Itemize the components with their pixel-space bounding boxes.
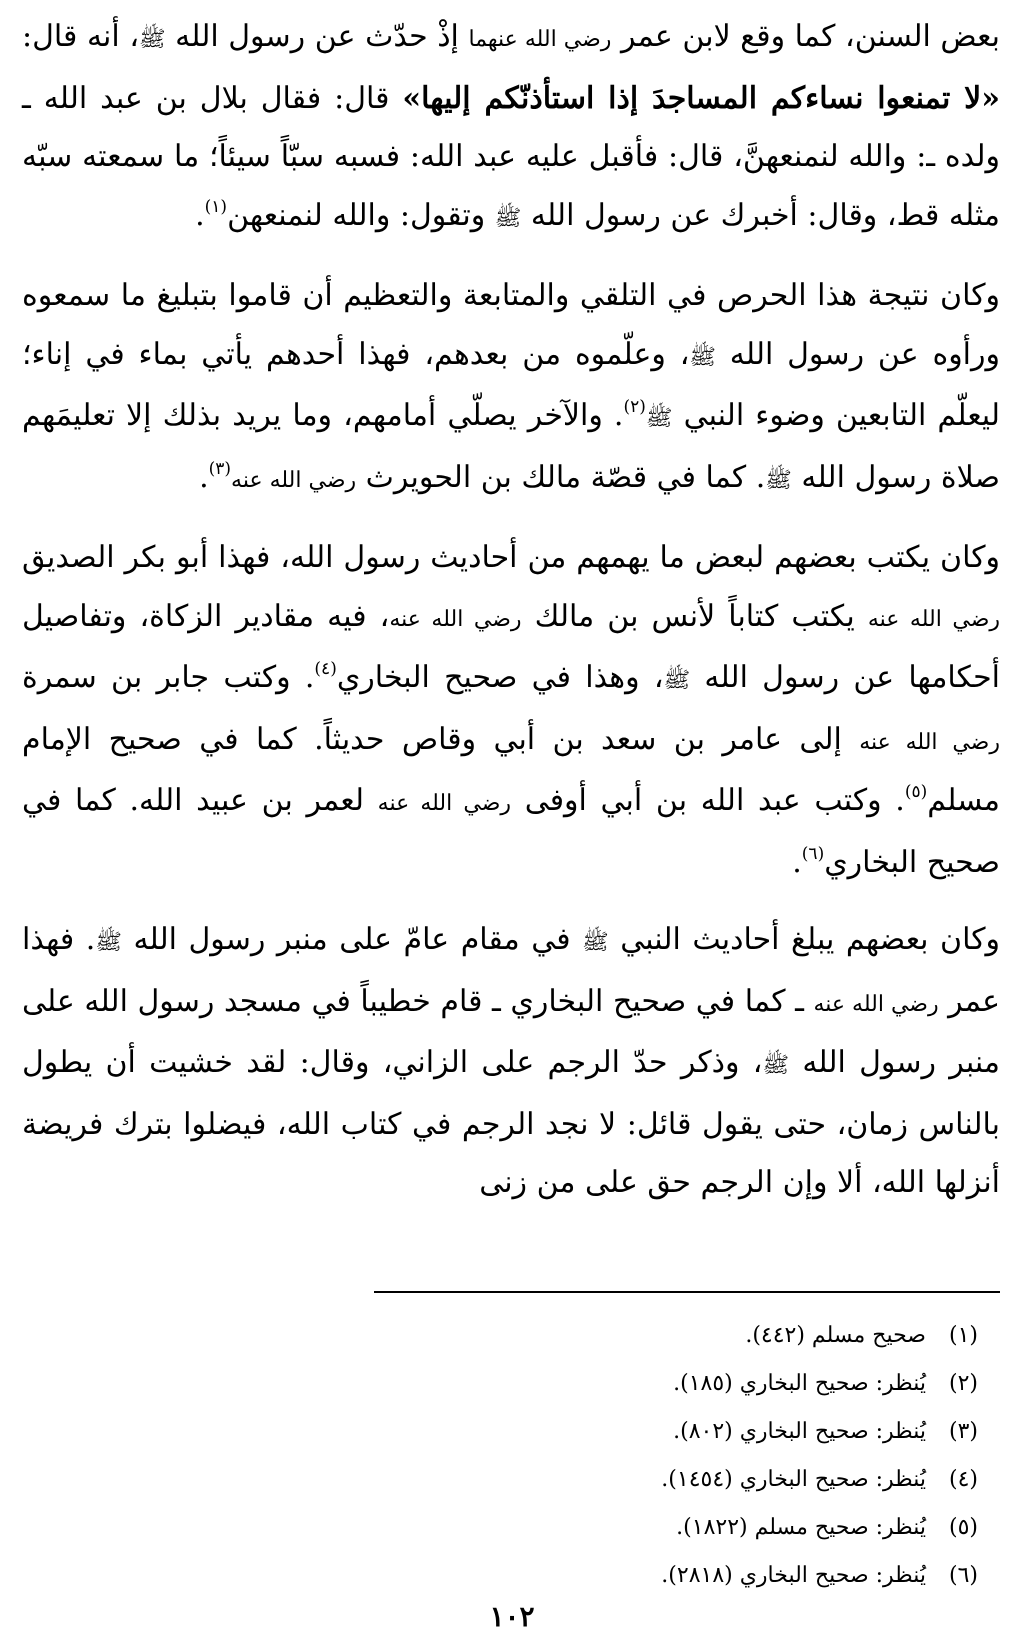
footnote-ref[interactable]: (٣)	[208, 458, 232, 479]
footnote-text: يُنظر: صحيح البخاري (١٤٥٤).	[661, 1467, 926, 1492]
text: . فهذا عمر	[22, 922, 1000, 1019]
footnote-item	[278, 1408, 978, 1456]
honorific: ﷺ	[494, 205, 522, 231]
text: في مقام عامّ على منبر رسول الله	[121, 922, 583, 957]
footnote-text: يُنظر: صحيح مسلم (١٨٢٢).	[676, 1515, 926, 1540]
footnote-ref[interactable]: (٥)	[904, 782, 928, 802]
text: . وكتب جابر بن سمرة	[22, 660, 315, 695]
honorific: رضي الله عنه	[867, 606, 1000, 632]
text: ، وهذا في صحيح البخاري	[336, 660, 664, 695]
footnote-ref[interactable]: (١)	[204, 196, 228, 217]
text: قال: فقال بلال بن عبد الله ـ ولده ـ: والله لنمنعهنَّ، قال: فأقبل عليه عبد الله: فسبه سبّاً سيئاً؛ ما سمعته سبّه مثله قط، وقال: أخبرك عن رسول الله	[22, 80, 1000, 233]
honorific: ﷺ	[762, 1053, 790, 1078]
paragraph-3	[22, 529, 1000, 892]
text: إلى عامر بن سعد بن أبي وقاص حديثاً. كما في صحيح الإمام مسلم	[22, 721, 1000, 818]
honorific: رضي الله عنه	[231, 467, 357, 493]
text: ، وعلّموه من بعدهم، فهذا أحدهم يأتي بماء في إناء؛ ليعلّم التابعين وضوء النبي	[22, 336, 1000, 433]
footnote-number: (٤)	[948, 1467, 978, 1492]
text: وكان نتيجة هذا الحرص في التلقي والمتابعة والتعظيم أن قاموا بتبليغ ما سمعوه ورأوه عن رسول الله	[22, 278, 1000, 372]
honorific: ﷺ	[663, 668, 691, 693]
honorific: رضي الله عنه	[377, 791, 512, 816]
text: . والآخر يصلّي أمامهم، وما يريد بذلك إلا تعليمَهم صلاة رسول الله	[22, 398, 1000, 495]
page-body	[22, 8, 1000, 1213]
paragraph-2	[22, 267, 1000, 510]
text: وتقول: والله لنمنعهن	[227, 197, 495, 233]
footnote-ref[interactable]: (٦)	[801, 843, 825, 864]
text: . كما في قصّة مالك بن الحويرث	[356, 459, 766, 495]
footnote-number: (٥)	[948, 1515, 978, 1540]
text: إذْ حدّث عن رسول الله	[165, 19, 469, 54]
footnote-item	[278, 1456, 978, 1504]
text: وكان يكتب بعضهم لبعض ما يهمهم من أحاديث رسول الله، فهذا أبو بكر الصديق	[22, 540, 1000, 575]
honorific: رضي الله عنه	[813, 991, 939, 1017]
text: . وكتب عبد الله بن أبي أوفى	[511, 783, 905, 818]
paragraph-4	[22, 911, 1000, 1213]
honorific: رضي الله عنه	[859, 729, 1000, 755]
footnote-number: (٢)	[948, 1371, 978, 1396]
text: .	[199, 459, 209, 495]
honorific: ﷺ	[95, 930, 122, 955]
text: لعمر بن عبيد الله. كما في صحيح البخاري	[22, 783, 1000, 880]
footnote-item	[278, 1552, 978, 1600]
footnote-text: يُنظر: صحيح البخاري (٨٠٢).	[673, 1419, 926, 1444]
text: ، أنه قال:	[22, 19, 140, 54]
text: وكان بعضهم يبلغ أحاديث النبي	[608, 922, 1000, 957]
footnote-item	[278, 1312, 978, 1360]
page-number: ١٠٢	[489, 1600, 535, 1633]
footnote-divider	[374, 1291, 1000, 1293]
paragraph-1	[22, 8, 1000, 248]
text: ، وذكر حدّ الرجم على الزاني، وقال: لقد خشيت أن يطول بالناس زمان، حتى يقول قائل: لا نجد الرجم في كتاب الله، فيضلوا بترك فريضة أنزلها الله، ألا وإن الرجم حق على من زنى	[22, 1045, 1000, 1200]
text: ـ كما في صحيح البخاري ـ قام خطيباً في مسجد رسول الله على منبر رسول الله	[22, 983, 1001, 1080]
footnote-text: صحيح مسلم (٤٤٢).	[745, 1323, 926, 1348]
footnote-number: (٣)	[948, 1419, 978, 1444]
text: .	[195, 197, 205, 233]
honorific: ﷺ	[689, 344, 716, 370]
footnote-text: يُنظر: صحيح البخاري (١٨٥).	[673, 1371, 926, 1396]
honorific: ﷺ	[139, 27, 166, 52]
honorific: رضي الله عنهما	[468, 27, 612, 52]
footnote-item	[278, 1360, 978, 1408]
honorific: رضي الله عنه	[389, 606, 522, 632]
text: يكتب كتاباً لأنس بن مالك	[521, 598, 868, 634]
footnotes-list	[278, 1312, 978, 1600]
footnote-ref[interactable]: (٢)	[623, 397, 646, 417]
footnote-item	[278, 1504, 978, 1552]
footnote-text: يُنظر: صحيح البخاري (٢٨١٨).	[661, 1563, 926, 1588]
footnote-number: (٦)	[948, 1563, 978, 1588]
hadith-quote: «لا تمنعوا نساءكم المساجدَ إذا استأذنّكم إليها»	[402, 80, 1000, 116]
footnote-number: (١)	[948, 1323, 978, 1348]
honorific: ﷺ	[765, 467, 792, 493]
text: ، فيه مقادير الزكاة، وتفاصيل أحكامها عن رسول الله	[22, 598, 1000, 695]
text: .	[792, 844, 802, 880]
footnote-ref[interactable]: (٤)	[314, 659, 337, 679]
text: بعض السنن، كما وقع لابن عمر	[611, 19, 1000, 54]
honorific: ﷺ	[645, 406, 673, 431]
honorific: ﷺ	[582, 930, 609, 955]
